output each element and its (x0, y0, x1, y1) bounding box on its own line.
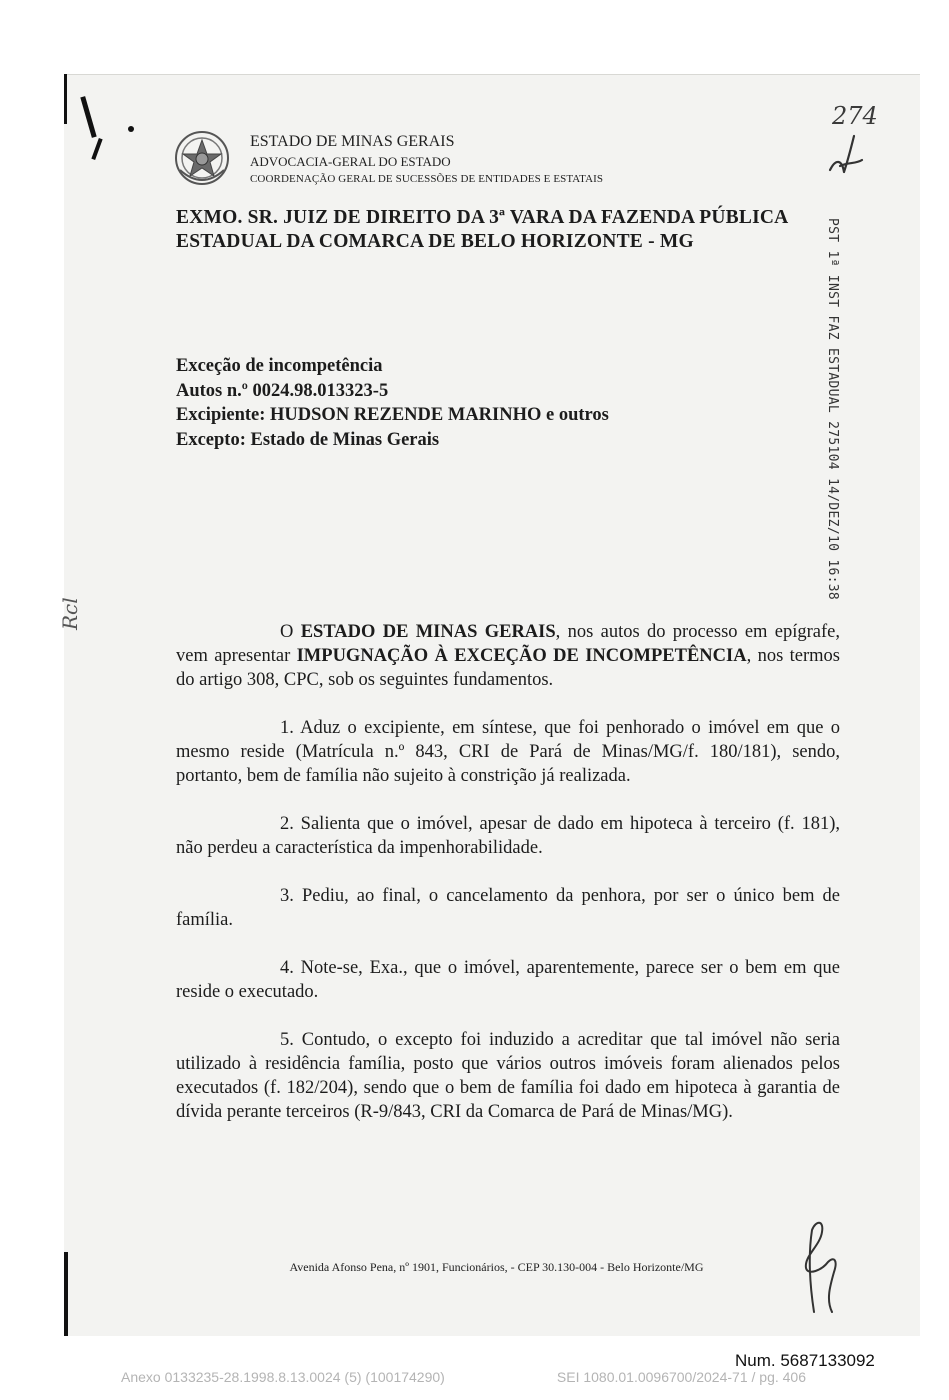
court-line-2: ESTADUAL DA COMARCA DE BELO HORIZONTE - MG (176, 231, 694, 252)
margin-initials: Rcl (58, 597, 82, 630)
court-addressee (176, 206, 846, 254)
court-line-1: EXMO. SR. JUIZ DE DIREITO DA 3ª VARA DA FAZENDA PÚBLICA (176, 207, 789, 228)
header-agency: ADVOCACIA-GERAL DO ESTADO (250, 154, 451, 169)
document-number: Num. 5687133092 (735, 1351, 875, 1370)
scan-artifact (128, 126, 134, 132)
case-caption (176, 354, 609, 452)
document-body (176, 620, 840, 1148)
intro-paragraph: O ESTADO DE MINAS GERAIS, nos autos do processo em epígrafe, vem apresentar IMPUGNAÇÃO À EXCEÇÃO DE INCOMPETÊNCIA, nos termos do artigo 308, CPC, sob os seguintes fundamentos. (176, 622, 840, 690)
caption-excipient: Excipiente: HUDSON REZENDE MARINHO e outros (176, 405, 609, 425)
caption-subject: Exceção de incompetência (176, 356, 383, 376)
caption-excepted: Excepto: Estado de Minas Gerais (176, 429, 440, 450)
state-coat-of-arms-icon (174, 128, 230, 188)
signature-rubric (792, 1216, 852, 1318)
sei-reference: SEI 1080.01.0096700/2024-71 / pg. 406 (556, 1369, 806, 1385)
protocol-stamp: PST 1ª INST FAZ ESTADUAL 275104 14/DEZ/10 16:38 (825, 218, 840, 600)
header-coordination: COORDENAÇÃO GERAL DE SUCESSÕES DE ENTIDADES E ESTATAIS (250, 173, 604, 185)
annex-reference: Anexo 0133235-28.1998.8.13.0024 (5) (100174290) (121, 1369, 445, 1385)
annex-footer (121, 1369, 806, 1385)
paragraph-3: 3. Pediu, ao final, o cancelamento da penhora, por ser o único bem de família. (176, 886, 840, 930)
paragraph-5: 5. Contudo, o excepto foi induzido a acreditar que tal imóvel não seria utilizado à residência família, posto que vários outros imóveis foram alienados pelos executados (f. 182/204), sendo que o bem de família foi dado em hipoteca à garantia de dívida perante terceiros (R-9/843, CRI da Comarca de Pará de Minas/MG). (176, 1030, 840, 1122)
paragraph-2: 2. Salienta que o imóvel, apesar de dado em hipoteca à terceiro (f. 181), não perdeu a característica da impenhorabilidade. (176, 814, 840, 858)
caption-case-number: Autos n.º 0024.98.013323-5 (176, 380, 389, 401)
handwritten-initials (822, 130, 872, 182)
paragraph-4: 4. Note-se, Exa., que o imóvel, aparentemente, parece ser o bem em que reside o executado. (176, 958, 840, 1002)
handwritten-page-number: 274 (832, 102, 878, 130)
scan-artifact (64, 74, 67, 124)
page-edge (64, 74, 920, 75)
footer-address: Avenida Afonso Pena, nº 1901, Funcionários, - CEP 30.130-004 - Belo Horizonte/MG (289, 1260, 704, 1274)
paragraph-1: 1. Aduz o excipiente, em síntese, que foi penhorado o imóvel em que o mesmo reside (Matrícula n.º 843, CRI de Pará de Minas/MG/f. 180/181), sendo, portanto, bem de família não sujeito à constrição já realizada. (176, 718, 840, 786)
header-state: ESTADO DE MINAS GERAIS (250, 133, 455, 150)
